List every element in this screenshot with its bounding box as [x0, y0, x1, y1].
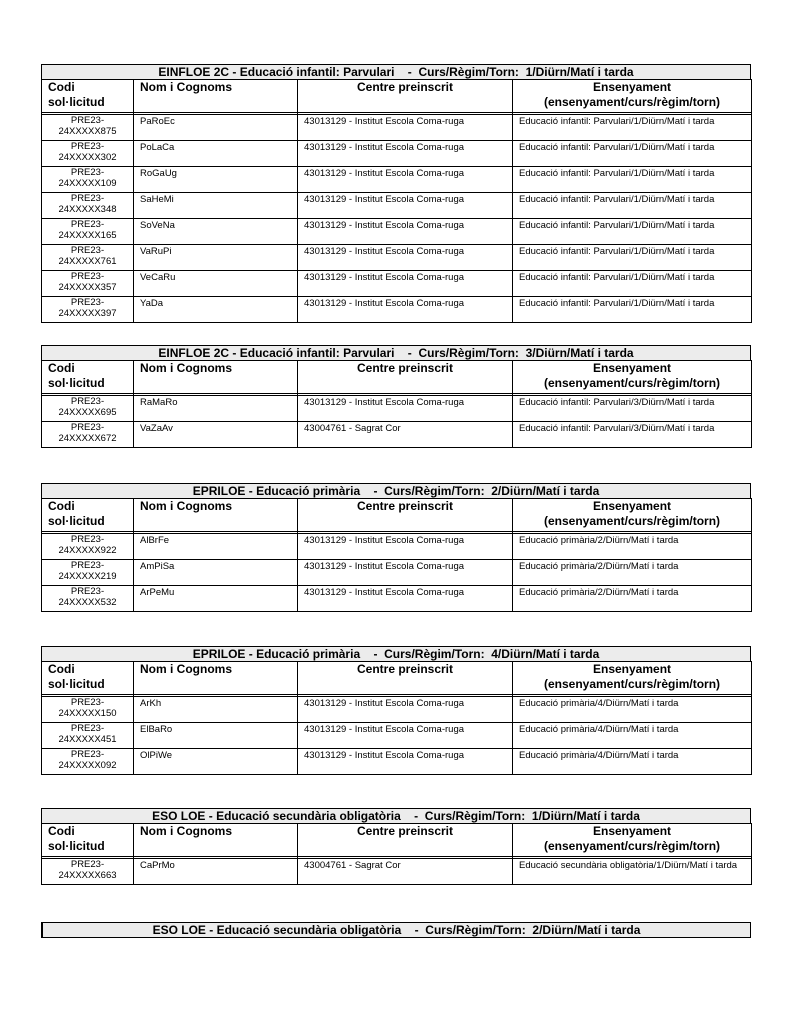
- nom-cell: AlBrFe: [134, 534, 298, 560]
- codi-line2: 24XXXXX875: [58, 126, 117, 137]
- nom-cell: VeCaRu: [134, 271, 298, 297]
- codi-line2: 24XXXXX357: [58, 282, 117, 293]
- results-table: [41, 823, 752, 885]
- header-centre: Centre preinscrit: [298, 361, 513, 394]
- header-centre: Centre preinscrit: [298, 80, 513, 113]
- ensenyament-cell: Educació infantil: Parvulari/1/Diürn/Matí i tarda: [513, 271, 752, 297]
- codi-line1: PRE23-: [70, 723, 105, 734]
- codi-line2: 24XXXXX672: [58, 433, 117, 444]
- codi-line2: 24XXXXX150: [58, 708, 117, 719]
- nom-cell: AmPiSa: [134, 560, 298, 586]
- header-ensenyament-line1: Ensenyament: [592, 499, 672, 513]
- header-centre: Centre preinscrit: [298, 499, 513, 532]
- codi-line2: 24XXXXX092: [58, 760, 117, 771]
- header-ensenyament: [513, 499, 752, 532]
- ensenyament-cell: Educació infantil: Parvulari/1/Diürn/Matí i tarda: [513, 245, 752, 271]
- table-row: [42, 193, 752, 219]
- table-row: [42, 271, 752, 297]
- codi-line1: PRE23-: [70, 167, 105, 178]
- ensenyament-cell: Educació infantil: Parvulari/1/Diürn/Matí i tarda: [513, 167, 752, 193]
- header-ensenyament-line1: Ensenyament: [592, 80, 672, 94]
- codi-cell: [42, 297, 134, 323]
- codi-cell: [42, 167, 134, 193]
- centre-cell: 43013129 - Institut Escola Coma-ruga: [298, 697, 513, 723]
- results-table: [41, 79, 752, 323]
- codi-cell: [42, 697, 134, 723]
- section-title: EPRILOE - Educació primària - Curs/Règim/Torn: 4/Diürn/Matí i tarda: [41, 646, 751, 661]
- header-codi: Codi sol·licitud: [42, 662, 134, 695]
- codi-line2: 24XXXXX532: [58, 597, 117, 608]
- results-table: [41, 661, 752, 775]
- header-ensenyament: [513, 662, 752, 695]
- header-codi: Codi sol·licitud: [42, 499, 134, 532]
- centre-cell: 43013129 - Institut Escola Coma-ruga: [298, 193, 513, 219]
- centre-cell: 43004761 - Sagrat Cor: [298, 859, 513, 885]
- codi-line1: PRE23-: [70, 749, 105, 760]
- nom-cell: ArPeMu: [134, 586, 298, 612]
- header-centre: Centre preinscrit: [298, 824, 513, 857]
- centre-cell: 43013129 - Institut Escola Coma-ruga: [298, 115, 513, 141]
- centre-cell: 43013129 - Institut Escola Coma-ruga: [298, 534, 513, 560]
- table-row: [42, 245, 752, 271]
- header-centre: Centre preinscrit: [298, 662, 513, 695]
- header-ensenyament-line1: Ensenyament: [592, 824, 672, 838]
- nom-cell: VaRuPi: [134, 245, 298, 271]
- results-table: [41, 360, 752, 448]
- table-row: [42, 422, 752, 448]
- header-nom: Nom i Cognoms: [134, 361, 298, 394]
- centre-cell: 43013129 - Institut Escola Coma-ruga: [298, 219, 513, 245]
- section-block: [41, 922, 751, 938]
- codi-line2: 24XXXXX219: [58, 571, 117, 582]
- nom-cell: RaMaRo: [134, 396, 298, 422]
- codi-cell: [42, 749, 134, 775]
- centre-cell: 43013129 - Institut Escola Coma-ruga: [298, 586, 513, 612]
- section-block: [41, 808, 751, 885]
- nom-cell: VaZaAv: [134, 422, 298, 448]
- header-ensenyament-line1: Ensenyament: [592, 361, 672, 375]
- nom-cell: YaDa: [134, 297, 298, 323]
- section-title: EINFLOE 2C - Educació infantil: Parvulari - Curs/Règim/Torn: 3/Diürn/Matí i tarda: [41, 345, 751, 360]
- codi-line2: 24XXXXX695: [58, 407, 117, 418]
- codi-line1: PRE23-: [70, 586, 105, 597]
- codi-line1: PRE23-: [70, 193, 105, 204]
- centre-cell: 43013129 - Institut Escola Coma-ruga: [298, 271, 513, 297]
- table-row: [42, 396, 752, 422]
- centre-cell: 43013129 - Institut Escola Coma-ruga: [298, 245, 513, 271]
- ensenyament-cell: Educació secundària obligatòria/1/Diürn/Matí i tarda: [513, 859, 752, 885]
- codi-cell: [42, 219, 134, 245]
- codi-line2: 24XXXXX922: [58, 545, 117, 556]
- nom-cell: CaPrMo: [134, 859, 298, 885]
- table-header-row: [42, 824, 752, 857]
- table-row: [42, 586, 752, 612]
- header-ensenyament-line2: (ensenyament/curs/règim/torn): [543, 514, 721, 528]
- centre-cell: 43013129 - Institut Escola Coma-ruga: [298, 167, 513, 193]
- codi-cell: [42, 534, 134, 560]
- ensenyament-cell: Educació primària/2/Diürn/Matí i tarda: [513, 586, 752, 612]
- codi-line1: PRE23-: [70, 396, 105, 407]
- header-ensenyament: [513, 361, 752, 394]
- nom-cell: OlPiWe: [134, 749, 298, 775]
- codi-line1: PRE23-: [70, 534, 105, 545]
- header-codi: Codi sol·licitud: [42, 80, 134, 113]
- codi-line1: PRE23-: [70, 219, 105, 230]
- codi-line1: PRE23-: [70, 859, 105, 870]
- codi-line1: PRE23-: [70, 271, 105, 282]
- centre-cell: 43013129 - Institut Escola Coma-ruga: [298, 560, 513, 586]
- section-block: [41, 646, 751, 775]
- codi-cell: [42, 560, 134, 586]
- codi-line2: 24XXXXX663: [58, 870, 117, 881]
- header-ensenyament: [513, 80, 752, 113]
- table-row: [42, 141, 752, 167]
- ensenyament-cell: Educació primària/2/Diürn/Matí i tarda: [513, 560, 752, 586]
- table-row: [42, 560, 752, 586]
- header-nom: Nom i Cognoms: [134, 80, 298, 113]
- codi-line2: 24XXXXX302: [58, 152, 117, 163]
- codi-cell: [42, 859, 134, 885]
- nom-cell: RoGaUg: [134, 167, 298, 193]
- nom-cell: PaRoEc: [134, 115, 298, 141]
- header-nom: Nom i Cognoms: [134, 824, 298, 857]
- ensenyament-cell: Educació infantil: Parvulari/1/Diürn/Matí i tarda: [513, 115, 752, 141]
- table-row: [42, 859, 752, 885]
- section-block: [41, 345, 751, 448]
- header-nom: Nom i Cognoms: [134, 662, 298, 695]
- header-ensenyament-line2: (ensenyament/curs/règim/torn): [543, 677, 721, 691]
- codi-line1: PRE23-: [70, 141, 105, 152]
- table-row: [42, 115, 752, 141]
- header-nom: Nom i Cognoms: [134, 499, 298, 532]
- codi-cell: [42, 422, 134, 448]
- codi-line2: 24XXXXX451: [58, 734, 117, 745]
- nom-cell: ElBaRo: [134, 723, 298, 749]
- codi-cell: [42, 586, 134, 612]
- table-row: [42, 697, 752, 723]
- ensenyament-cell: Educació primària/4/Diürn/Matí i tarda: [513, 697, 752, 723]
- centre-cell: 43013129 - Institut Escola Coma-ruga: [298, 396, 513, 422]
- table-header-row: [42, 662, 752, 695]
- codi-line1: PRE23-: [70, 115, 105, 126]
- centre-cell: 43013129 - Institut Escola Coma-ruga: [298, 723, 513, 749]
- ensenyament-cell: Educació infantil: Parvulari/1/Diürn/Matí i tarda: [513, 141, 752, 167]
- codi-cell: [42, 723, 134, 749]
- section-title: ESO LOE - Educació secundària obligatòria - Curs/Règim/Torn: 2/Diürn/Matí i tarda: [41, 922, 751, 938]
- centre-cell: 43013129 - Institut Escola Coma-ruga: [298, 141, 513, 167]
- section-title: EPRILOE - Educació primària - Curs/Règim/Torn: 2/Diürn/Matí i tarda: [41, 483, 751, 498]
- table-header-row: [42, 499, 752, 532]
- codi-cell: [42, 141, 134, 167]
- header-codi: Codi sol·licitud: [42, 824, 134, 857]
- table-row: [42, 167, 752, 193]
- codi-cell: [42, 396, 134, 422]
- table-header-row: [42, 361, 752, 394]
- header-ensenyament-line1: Ensenyament: [592, 662, 672, 676]
- table-row: [42, 219, 752, 245]
- section-title: EINFLOE 2C - Educació infantil: Parvulari - Curs/Règim/Torn: 1/Diürn/Matí i tarda: [41, 64, 751, 79]
- table-row: [42, 534, 752, 560]
- centre-cell: 43013129 - Institut Escola Coma-ruga: [298, 297, 513, 323]
- codi-cell: [42, 193, 134, 219]
- ensenyament-cell: Educació infantil: Parvulari/3/Diürn/Matí i tarda: [513, 422, 752, 448]
- codi-line2: 24XXXXX397: [58, 308, 117, 319]
- table-header-row: [42, 80, 752, 113]
- ensenyament-cell: Educació infantil: Parvulari/3/Diürn/Matí i tarda: [513, 396, 752, 422]
- centre-cell: 43004761 - Sagrat Cor: [298, 422, 513, 448]
- nom-cell: PoLaCa: [134, 141, 298, 167]
- nom-cell: ArKh: [134, 697, 298, 723]
- section-title: ESO LOE - Educació secundària obligatòria - Curs/Règim/Torn: 1/Diürn/Matí i tarda: [41, 808, 751, 823]
- section-block: [41, 64, 751, 323]
- results-table: [41, 498, 752, 612]
- codi-line2: 24XXXXX109: [58, 178, 117, 189]
- ensenyament-cell: Educació primària/4/Diürn/Matí i tarda: [513, 723, 752, 749]
- section-block: [41, 483, 751, 612]
- table-row: [42, 749, 752, 775]
- codi-line2: 24XXXXX165: [58, 230, 117, 241]
- ensenyament-cell: Educació infantil: Parvulari/1/Diürn/Matí i tarda: [513, 297, 752, 323]
- codi-cell: [42, 271, 134, 297]
- codi-cell: [42, 115, 134, 141]
- header-ensenyament: [513, 824, 752, 857]
- centre-cell: 43013129 - Institut Escola Coma-ruga: [298, 749, 513, 775]
- header-ensenyament-line2: (ensenyament/curs/règim/torn): [543, 376, 721, 390]
- ensenyament-cell: Educació primària/4/Diürn/Matí i tarda: [513, 749, 752, 775]
- ensenyament-cell: Educació infantil: Parvulari/1/Diürn/Matí i tarda: [513, 193, 752, 219]
- codi-line1: PRE23-: [70, 560, 105, 571]
- nom-cell: SaHeMi: [134, 193, 298, 219]
- codi-line2: 24XXXXX348: [58, 204, 117, 215]
- header-ensenyament-line2: (ensenyament/curs/règim/torn): [543, 95, 721, 109]
- ensenyament-cell: Educació infantil: Parvulari/1/Diürn/Matí i tarda: [513, 219, 752, 245]
- codi-line2: 24XXXXX761: [58, 256, 117, 267]
- codi-cell: [42, 245, 134, 271]
- header-codi: Codi sol·licitud: [42, 361, 134, 394]
- table-row: [42, 723, 752, 749]
- ensenyament-cell: Educació primària/2/Diürn/Matí i tarda: [513, 534, 752, 560]
- codi-line1: PRE23-: [70, 697, 105, 708]
- codi-line1: PRE23-: [70, 297, 105, 308]
- nom-cell: SoVeNa: [134, 219, 298, 245]
- codi-line1: PRE23-: [70, 245, 105, 256]
- header-ensenyament-line2: (ensenyament/curs/règim/torn): [543, 839, 721, 853]
- table-row: [42, 297, 752, 323]
- codi-line1: PRE23-: [70, 422, 105, 433]
